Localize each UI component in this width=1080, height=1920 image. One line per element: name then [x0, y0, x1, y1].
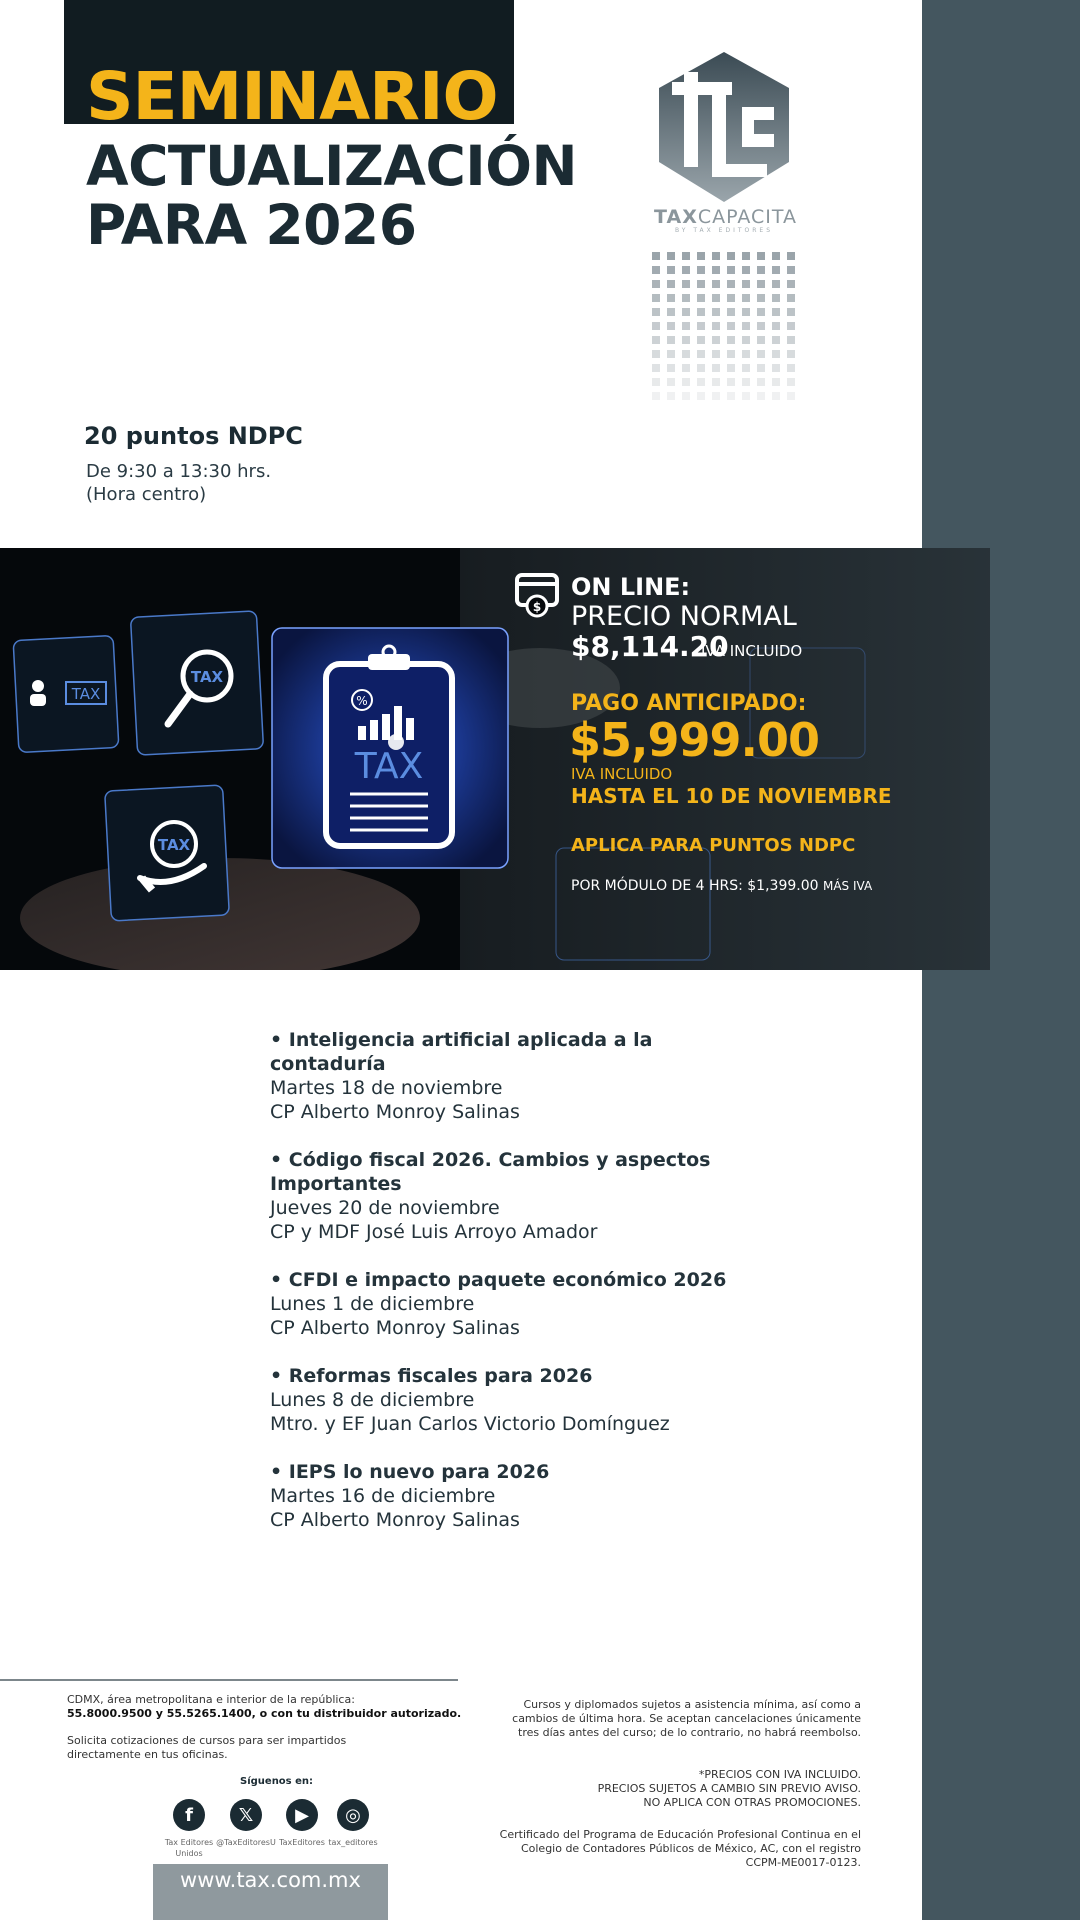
legal-prices-line: *PRECIOS CON IVA INCLUIDO.: [698, 1768, 861, 1781]
decor-dot: [667, 350, 675, 358]
agenda-title: • Código fiscal 2026. Cambios y aspectos Importantes: [270, 1149, 711, 1195]
agenda-date: Lunes 8 de diciembre: [270, 1389, 475, 1411]
agenda-item: [270, 1148, 730, 1244]
decor-dot: [787, 280, 795, 288]
agenda-title: • IEPS lo nuevo para 2026: [270, 1461, 550, 1483]
decor-dot: [787, 336, 795, 344]
footer-divider: [0, 1679, 458, 1681]
tax-search-card: [130, 611, 263, 755]
early-price-label: PAGO ANTICIPADO:: [571, 691, 807, 716]
decor-dot: [652, 252, 660, 260]
title-seminario: SEMINARIO: [86, 58, 498, 135]
decor-dot: [697, 294, 705, 302]
legal-prices-line: NO APLICA CON OTRAS PROMOCIONES.: [643, 1796, 861, 1809]
decor-dot: [652, 364, 660, 372]
agenda-item: [270, 1460, 730, 1532]
clipboard-tax-label: TAX: [354, 746, 424, 787]
decor-dot: [772, 252, 780, 260]
decor-dot: [682, 364, 690, 372]
tax-clipboard-card: [272, 628, 508, 868]
decor-dot: [682, 322, 690, 330]
title-line-1: ACTUALIZACIÓN: [86, 134, 578, 198]
taxcapacita-logo-icon: [654, 52, 794, 202]
decor-dot: [682, 252, 690, 260]
decor-dot: [742, 252, 750, 260]
decor-dot: [682, 350, 690, 358]
decor-dot: [772, 322, 780, 330]
decor-dot: [742, 294, 750, 302]
decor-dot: [697, 336, 705, 344]
normal-price-value: $8,114.20: [571, 630, 729, 663]
decor-dot: [667, 392, 675, 400]
youtube-icon[interactable]: ▶: [286, 1799, 318, 1831]
decor-dot: [757, 252, 765, 260]
decor-dot: [682, 378, 690, 386]
decor-dot: [667, 336, 675, 344]
facebook-label: Tax Editores Unidos: [164, 1838, 214, 1858]
decor-dot: [712, 252, 720, 260]
agenda-title: • CFDI e impacto paquete económico 2026: [270, 1269, 727, 1291]
pricing-banner: [0, 548, 990, 970]
x-label: @TaxEditoresU: [216, 1838, 276, 1847]
x-icon[interactable]: 𝕏: [230, 1799, 262, 1831]
schedule-zone: (Hora centro): [86, 484, 207, 505]
decor-dot: [652, 280, 660, 288]
decor-dot: [742, 364, 750, 372]
decor-dot: [742, 280, 750, 288]
decor-dot: [742, 392, 750, 400]
decor-dot: [682, 266, 690, 274]
svg-text:$: $: [532, 600, 542, 614]
normal-price-label: PRECIO NORMAL: [571, 601, 797, 632]
youtube-label: TaxEditores: [279, 1838, 325, 1847]
contact-region: CDMX, área metropolitana e interior de la república:: [67, 1693, 355, 1706]
contact-phones[interactable]: 55.8000.9500 y 55.5265.1400, o con tu distribuidor autorizado.: [67, 1707, 462, 1720]
decor-dot: [652, 322, 660, 330]
decor-dot: [727, 308, 735, 316]
decor-dot: [727, 350, 735, 358]
hand-tax-label: TAX: [157, 836, 191, 854]
decor-dot: [667, 308, 675, 316]
decor-dot: [682, 308, 690, 316]
decor-dot: [772, 378, 780, 386]
decor-dot: [742, 378, 750, 386]
decor-dot: [667, 252, 675, 260]
early-price-deadline: HASTA EL 10 DE NOVIEMBRE: [571, 784, 892, 808]
decor-dot: [712, 322, 720, 330]
decor-dot: [757, 336, 765, 344]
decor-dot: [757, 322, 765, 330]
instagram-icon[interactable]: ◎: [337, 1799, 369, 1831]
decor-dot: [667, 280, 675, 288]
decor-dot: [712, 392, 720, 400]
decor-dot: [667, 322, 675, 330]
decor-dot: [682, 392, 690, 400]
decor-dot: [787, 308, 795, 316]
decor-dot: [757, 308, 765, 316]
agenda-speaker: Mtro. y EF Juan Carlos Victorio Domínguez: [270, 1413, 670, 1435]
agenda-title: • Reformas fiscales para 2026: [270, 1365, 593, 1387]
decor-dot: [757, 280, 765, 288]
decor-dot: [787, 378, 795, 386]
card-tax-label: TAX: [71, 685, 101, 703]
percent-label: %: [356, 694, 368, 708]
ndpc-note: APLICA PARA PUNTOS NDPC: [571, 835, 856, 856]
decor-dot: [757, 378, 765, 386]
decor-dot: [712, 280, 720, 288]
decor-dot: [727, 392, 735, 400]
decor-dot: [787, 364, 795, 372]
decor-dot: [652, 308, 660, 316]
decor-dot: [772, 266, 780, 274]
decor-dot: [652, 336, 660, 344]
decor-dot: [697, 364, 705, 372]
decor-dot: [772, 294, 780, 302]
ndpc-points: 20 puntos NDPC: [84, 422, 303, 450]
decor-dot: [772, 280, 780, 288]
decor-dot: [772, 308, 780, 316]
title-line-2: PARA 2026: [86, 193, 417, 257]
decor-dot: [652, 350, 660, 358]
decor-dot: [727, 280, 735, 288]
early-price-iva: IVA INCLUIDO: [571, 765, 673, 783]
decor-dot: [742, 350, 750, 358]
normal-price-iva: IVA INCLUIDO: [701, 642, 803, 660]
decor-dot: [712, 364, 720, 372]
agenda-speaker: CP Alberto Monroy Salinas: [270, 1317, 520, 1339]
decor-dot: [697, 322, 705, 330]
decor-dot: [757, 266, 765, 274]
decor-dot: [712, 378, 720, 386]
tax-hand-card: [105, 785, 230, 921]
decor-dot: [697, 280, 705, 288]
module-price: POR MÓDULO DE 4 HRS: $1,399.00 MÁS IVA: [571, 878, 873, 894]
agenda-date: Lunes 1 de diciembre: [270, 1293, 475, 1315]
decor-dot: [682, 294, 690, 302]
agenda-title: • Inteligencia artificial aplicada a la contaduría: [270, 1029, 653, 1075]
decor-dot: [697, 252, 705, 260]
decor-dot: [742, 336, 750, 344]
follow-label: Síguenos en:: [240, 1776, 314, 1787]
decor-dot: [682, 336, 690, 344]
decor-dot: [727, 378, 735, 386]
legal-certification: Certificado del Programa de Educación Profesional Continua en el Colegio de Contadores Públicos de México, AC, con el registro CCPM-ME0017-0123.: [499, 1828, 861, 1869]
agenda-list: [270, 1028, 730, 1556]
decor-dot: [727, 322, 735, 330]
decor-dot: [667, 378, 675, 386]
decor-dot: [787, 392, 795, 400]
decor-dot: [757, 294, 765, 302]
contact-quote: Solicita cotizaciones de cursos para ser impartidos directamente en tus oficinas.: [67, 1734, 347, 1761]
decor-dot: [667, 364, 675, 372]
decor-dot: [697, 266, 705, 274]
banner-illustration: [0, 548, 990, 970]
legal-prices: [490, 1768, 861, 1810]
agenda-speaker: CP y MDF José Luis Arroyo Amador: [270, 1221, 598, 1243]
decor-dot: [787, 322, 795, 330]
agenda-item: [270, 1364, 730, 1436]
early-price-value: $5,999.00: [569, 713, 819, 767]
decor-dot: [727, 294, 735, 302]
agenda-item: [270, 1268, 730, 1340]
decor-dot: [652, 392, 660, 400]
agenda-date: Jueves 20 de noviembre: [270, 1197, 500, 1219]
website-link[interactable]: www.tax.com.mx: [180, 1868, 361, 1892]
decor-dot: [697, 378, 705, 386]
decor-dot: [652, 266, 660, 274]
brand-tagline: BY TAX EDITORES: [674, 227, 774, 234]
decor-dot: [742, 266, 750, 274]
decor-dot: [667, 294, 675, 302]
agenda-item: [270, 1028, 730, 1124]
legal-prices-line: PRECIOS SUJETOS A CAMBIO SIN PREVIO AVISO.: [597, 1782, 861, 1795]
decor-dot: [652, 378, 660, 386]
facebook-icon[interactable]: f: [173, 1799, 205, 1831]
decor-dot: [772, 350, 780, 358]
instagram-label: tax_editores: [328, 1838, 378, 1847]
decor-dot: [742, 308, 750, 316]
decor-dot: [727, 266, 735, 274]
decor-dot: [667, 266, 675, 274]
decor-dot: [712, 308, 720, 316]
decor-dot: [712, 350, 720, 358]
decor-dot: [697, 392, 705, 400]
brand-name: TAXCAPACITA: [654, 206, 798, 228]
decor-dot: [757, 364, 765, 372]
decor-dot: [727, 336, 735, 344]
tax-user-card: [13, 635, 119, 752]
search-tax-label: TAX: [190, 668, 224, 686]
decor-dot: [787, 350, 795, 358]
decor-dot: [787, 252, 795, 260]
legal-attendance: Cursos y diplomados sujetos a asistencia mínima, así como a cambios de última hora. Se aceptan cancelaciones únicamente tres días antes del curso; de lo contrario, no habrá reembolso.: [512, 1698, 861, 1739]
schedule-time: De 9:30 a 13:30 hrs.: [86, 461, 272, 482]
decor-dot: [712, 294, 720, 302]
decor-dot: [652, 294, 660, 302]
schedule: [86, 460, 271, 506]
agenda-date: Martes 16 de diciembre: [270, 1485, 496, 1507]
mode-label: ON LINE:: [571, 573, 691, 601]
decor-dot: [727, 252, 735, 260]
agenda-date: Martes 18 de noviembre: [270, 1077, 503, 1099]
decor-dot: [742, 322, 750, 330]
decor-dot: [697, 308, 705, 316]
agenda-speaker: CP Alberto Monroy Salinas: [270, 1509, 520, 1531]
decor-dot: [757, 350, 765, 358]
decor-dot: [772, 364, 780, 372]
decor-dot: [727, 364, 735, 372]
agenda-speaker: CP Alberto Monroy Salinas: [270, 1101, 520, 1123]
decor-dot: [712, 266, 720, 274]
decor-dot: [772, 392, 780, 400]
decor-dot: [682, 280, 690, 288]
decor-dot: [787, 266, 795, 274]
decor-dot: [787, 294, 795, 302]
decor-dot: [697, 350, 705, 358]
decor-dot: [772, 336, 780, 344]
decor-dot: [757, 392, 765, 400]
decor-dot: [712, 336, 720, 344]
dot-grid-decoration: [650, 250, 810, 408]
